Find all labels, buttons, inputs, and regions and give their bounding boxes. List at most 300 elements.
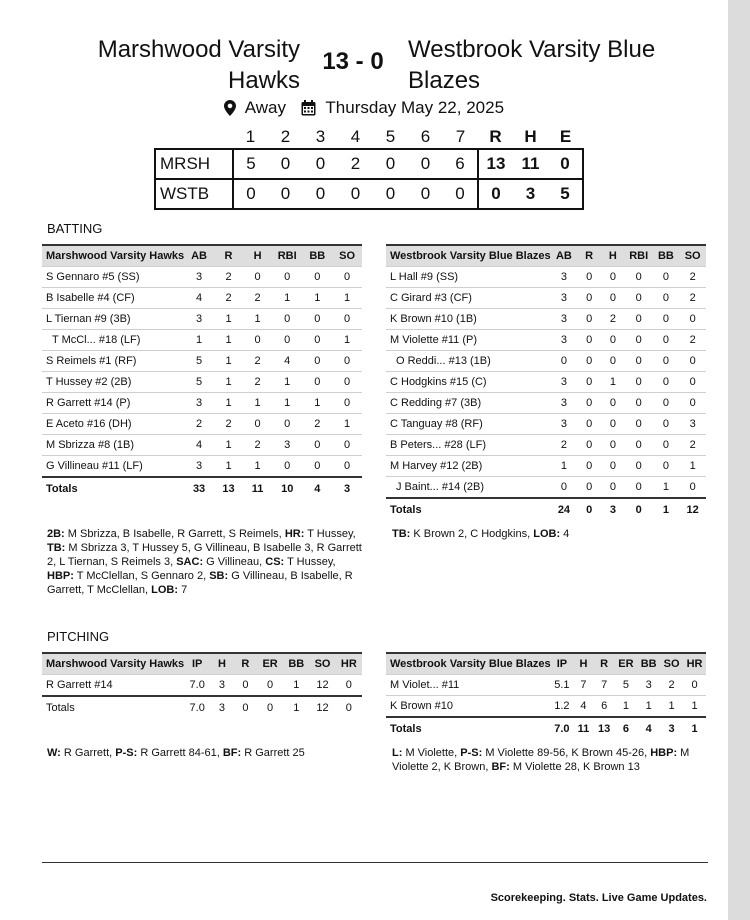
note-text: M Violette 2, K Brown, — [392, 747, 690, 773]
total-stat: 4 — [637, 717, 660, 740]
player-name: C Girard #3 (CF) — [386, 288, 551, 309]
final-score: 13 - 0 — [322, 48, 384, 75]
stat-column-header: BB — [302, 245, 332, 267]
player-name: E Aceto #16 (DH) — [42, 414, 184, 435]
player-stat: 3 — [551, 288, 578, 309]
note-label: CS: — [265, 556, 285, 568]
stat-column-header: AB — [551, 245, 578, 267]
player-stat: 4 — [184, 288, 214, 309]
player-stat: 0 — [302, 372, 332, 393]
date-text: Thursday May 22, 2025 — [325, 97, 505, 117]
player-stat: 0 — [625, 393, 653, 414]
player-stat: 7 — [594, 675, 615, 696]
inning-score: 6 — [443, 149, 478, 179]
note-text: G Villineau, — [203, 556, 266, 568]
player-stat: 1 — [214, 330, 243, 351]
player-stat: 5 — [615, 675, 638, 696]
stat-column-header: R — [214, 245, 243, 267]
player-stat: 1 — [272, 288, 302, 309]
stat-column-header: HR — [336, 653, 362, 675]
player-name: O Reddi... #13 (1B) — [386, 351, 551, 372]
calendar-icon — [301, 98, 316, 118]
note-text: M Violette 89-56, K Brown 45-26, — [482, 747, 651, 759]
map-pin-icon — [224, 98, 236, 118]
home-team-name — [40, 34, 300, 96]
player-stat: 0 — [272, 330, 302, 351]
player-stat: 1 — [302, 393, 332, 414]
player-stat: 0 — [302, 456, 332, 478]
runs-total: 0 — [478, 179, 513, 209]
player-row — [42, 435, 362, 456]
away-team-name-line: Westbrook Varsity Blue — [408, 36, 656, 63]
player-stat: 0 — [302, 351, 332, 372]
player-name: S Reimels #1 (RF) — [42, 351, 184, 372]
player-name: K Brown #10 — [386, 696, 551, 718]
player-stat: 1 — [272, 372, 302, 393]
total-stat: 7.0 — [551, 717, 574, 740]
player-row — [386, 477, 706, 499]
player-row — [386, 372, 706, 393]
player-stat: 0 — [577, 393, 601, 414]
player-row — [42, 309, 362, 330]
player-stat: 2 — [243, 372, 272, 393]
player-stat: 0 — [577, 456, 601, 477]
stat-column-header: R — [577, 245, 601, 267]
player-stat: 0 — [679, 351, 706, 372]
runs-total: 13 — [478, 149, 513, 179]
stat-column-header: SO — [679, 245, 706, 267]
player-stat: 0 — [302, 330, 332, 351]
player-stat: 2 — [243, 435, 272, 456]
total-stat: 0 — [625, 498, 653, 521]
player-stat: 5 — [184, 372, 214, 393]
player-stat: 1 — [637, 696, 660, 718]
player-stat: 2 — [243, 288, 272, 309]
stat-column-header: H — [573, 653, 594, 675]
player-stat: 0 — [653, 330, 680, 351]
note-text: M Sbrizza, B Isabelle, R Garrett, S Reimels, — [64, 528, 285, 540]
stat-column-header: ER — [257, 653, 283, 675]
player-stat: 0 — [302, 267, 332, 288]
player-stat: 1 — [332, 330, 362, 351]
total-stat: 1 — [683, 717, 706, 740]
player-name: S Gennaro #5 (SS) — [42, 267, 184, 288]
player-name: R Garrett #14 — [42, 675, 184, 697]
totals-row — [42, 696, 362, 719]
player-row — [386, 288, 706, 309]
player-stat: 1 — [214, 372, 243, 393]
note-label: HR: — [284, 528, 305, 540]
total-stat: 3 — [210, 696, 233, 719]
player-stat: 0 — [625, 351, 653, 372]
player-stat: 1 — [551, 456, 578, 477]
totals-label: Totals — [42, 696, 184, 719]
player-stat: 0 — [653, 456, 680, 477]
player-stat: 6 — [594, 696, 615, 718]
player-stat: 1 — [332, 414, 362, 435]
player-name: B Peters... #28 (LF) — [386, 435, 551, 456]
player-stat: 0 — [625, 456, 653, 477]
away-batting-table — [386, 244, 706, 521]
player-stat: 1 — [214, 351, 243, 372]
player-stat: 12 — [309, 675, 335, 697]
player-name: R Garrett #14 (P) — [42, 393, 184, 414]
line-score-header: 5 — [385, 127, 396, 146]
player-stat: 1 — [214, 456, 243, 478]
player-stat: 0 — [653, 288, 680, 309]
note-label: TB: — [47, 542, 66, 554]
note-text: R Garrett, — [60, 747, 116, 759]
player-stat: 3 — [184, 393, 214, 414]
player-stat: 1 — [214, 435, 243, 456]
player-stat: 3 — [551, 309, 578, 330]
line-score-header: H — [524, 127, 537, 146]
player-stat: 0 — [551, 351, 578, 372]
player-stat: 2 — [302, 414, 332, 435]
player-name: K Brown #10 (1B) — [386, 309, 551, 330]
player-stat: 0 — [577, 414, 601, 435]
player-stat: 0 — [332, 372, 362, 393]
note-label: BF: — [491, 761, 510, 773]
player-stat: 1 — [243, 393, 272, 414]
player-stat: 0 — [257, 675, 283, 697]
player-name: M Violette #11 (P) — [386, 330, 551, 351]
player-stat: 1 — [214, 309, 243, 330]
player-name: C Redding #7 (3B) — [386, 393, 551, 414]
note-text: 4 — [560, 528, 570, 540]
player-stat: 2 — [243, 351, 272, 372]
inning-score: 0 — [303, 179, 338, 209]
total-stat: 10 — [272, 477, 302, 500]
player-stat: 3 — [679, 414, 706, 435]
stat-column-header: RBI — [272, 245, 302, 267]
player-stat: 3 — [210, 675, 233, 697]
player-stat: 0 — [679, 477, 706, 499]
player-stat: 0 — [625, 309, 653, 330]
player-stat: 0 — [302, 435, 332, 456]
player-stat: 1 — [332, 288, 362, 309]
note-text: G Villineau, B Isabelle, R Garrett, T McClellan, — [47, 570, 353, 596]
away-pitching-notes — [392, 746, 708, 774]
player-stat: 0 — [653, 351, 680, 372]
player-stat: 1 — [683, 696, 706, 718]
note-label: P-S: — [115, 747, 138, 759]
stat-column-header: SO — [660, 653, 683, 675]
player-stat: 0 — [332, 435, 362, 456]
note-text: M Violette, — [402, 747, 461, 759]
player-stat: 0 — [601, 477, 625, 499]
player-stat: 7 — [573, 675, 594, 696]
note-text: T Hussey, — [304, 528, 356, 540]
stat-column-header: RBI — [625, 245, 653, 267]
line-score-header: 4 — [350, 127, 361, 146]
note-label: 2B: — [47, 528, 65, 540]
stat-column-header: H — [210, 653, 233, 675]
player-stat: 1 — [615, 696, 638, 718]
hits-total: 11 — [513, 149, 548, 179]
line-score-row — [155, 149, 583, 179]
player-stat: 1 — [660, 696, 683, 718]
player-stat: 0 — [272, 309, 302, 330]
player-stat: 0 — [272, 267, 302, 288]
player-stat: 0 — [625, 288, 653, 309]
inning-score: 0 — [408, 149, 443, 179]
stat-column-header: R — [594, 653, 615, 675]
line-score-header: R — [489, 127, 502, 146]
player-stat: 1 — [184, 330, 214, 351]
totals-row — [386, 498, 706, 521]
note-label: HBP: — [47, 570, 74, 582]
batting-section-title: BATTING — [47, 221, 103, 236]
player-stat: 2 — [679, 330, 706, 351]
player-stat: 0 — [601, 393, 625, 414]
player-stat: 0 — [336, 675, 362, 697]
player-stat: 3 — [184, 456, 214, 478]
player-stat: 3 — [272, 435, 302, 456]
line-score-table — [154, 126, 584, 210]
player-stat: 1 — [679, 456, 706, 477]
player-stat: 0 — [653, 372, 680, 393]
note-label: P-S: — [460, 747, 483, 759]
stat-column-header: BB — [283, 653, 309, 675]
total-stat: 7.0 — [184, 696, 210, 719]
total-stat: 24 — [551, 498, 578, 521]
player-stat: 5 — [184, 351, 214, 372]
player-name: M Sbrizza #8 (1B) — [42, 435, 184, 456]
total-stat: 1 — [283, 696, 309, 719]
stat-column-header: IP — [184, 653, 210, 675]
totals-label: Totals — [386, 717, 551, 740]
player-stat: 0 — [577, 351, 601, 372]
note-label: L: — [392, 747, 403, 759]
stat-column-header: BB — [653, 245, 680, 267]
away-team-name — [408, 34, 708, 96]
home-pitching-notes — [47, 746, 365, 760]
stat-column-header: ER — [615, 653, 638, 675]
player-stat: 1 — [243, 456, 272, 478]
player-stat: 1 — [272, 393, 302, 414]
away-team-name-line: Blazes — [408, 67, 481, 94]
player-stat: 0 — [625, 330, 653, 351]
player-row — [42, 330, 362, 351]
player-stat: 1 — [283, 675, 309, 697]
note-text: 7 — [178, 584, 188, 596]
total-stat: 12 — [679, 498, 706, 521]
player-stat: 0 — [243, 414, 272, 435]
player-stat: 2 — [679, 267, 706, 288]
player-row — [386, 696, 706, 718]
line-score-header: 2 — [280, 127, 291, 146]
player-stat: 0 — [625, 267, 653, 288]
player-stat: 2 — [184, 414, 214, 435]
note-text: R Garrett 25 — [241, 747, 305, 759]
player-stat: 2 — [214, 288, 243, 309]
player-name: G Villineau #11 (LF) — [42, 456, 184, 478]
player-name: B Isabelle #4 (CF) — [42, 288, 184, 309]
player-stat: 0 — [551, 477, 578, 499]
line-score-header: E — [559, 127, 572, 146]
player-row — [386, 675, 706, 696]
player-stat: 0 — [332, 393, 362, 414]
home-team-name-line: Hawks — [227, 67, 300, 94]
player-stat: 2 — [601, 309, 625, 330]
player-stat: 0 — [601, 414, 625, 435]
player-stat: 2 — [679, 435, 706, 456]
player-stat: 3 — [637, 675, 660, 696]
team-header: Marshwood Varsity Hawks — [42, 653, 184, 675]
footer-tagline: Scorekeeping. Stats. Live Game Updates. — [490, 892, 707, 904]
line-score-header: 3 — [315, 127, 326, 146]
player-stat: 0 — [272, 414, 302, 435]
player-row — [386, 351, 706, 372]
note-text: M Violette 28, K Brown 13 — [509, 761, 640, 773]
player-name: T Hussey #2 (2B) — [42, 372, 184, 393]
player-stat: 0 — [653, 435, 680, 456]
footer-divider — [42, 862, 708, 863]
inning-score: 2 — [338, 149, 373, 179]
player-stat: 0 — [332, 351, 362, 372]
home-batting-notes — [47, 527, 365, 597]
player-stat: 1 — [243, 309, 272, 330]
player-stat: 2 — [214, 414, 243, 435]
hits-total: 3 — [513, 179, 548, 209]
line-score-team: WSTB — [155, 179, 233, 209]
note-text: T Hussey, — [284, 556, 336, 568]
total-stat: 0 — [336, 696, 362, 719]
player-stat: 0 — [577, 372, 601, 393]
player-stat: 5.1 — [551, 675, 574, 696]
player-name: M Violet... #11 — [386, 675, 551, 696]
player-stat: 1.2 — [551, 696, 574, 718]
player-stat: 0 — [577, 435, 601, 456]
away-pitching-table — [386, 652, 706, 740]
player-stat: 3 — [184, 267, 214, 288]
player-stat: 0 — [302, 309, 332, 330]
note-label: BF: — [222, 747, 242, 759]
player-row — [386, 309, 706, 330]
player-stat: 3 — [551, 372, 578, 393]
player-stat: 0 — [625, 435, 653, 456]
player-stat: 0 — [625, 372, 653, 393]
totals-label: Totals — [42, 477, 184, 500]
player-stat: 3 — [551, 393, 578, 414]
note-text: K Brown 2, C Hodgkins, — [410, 528, 534, 540]
total-stat: 1 — [653, 498, 680, 521]
player-row — [386, 456, 706, 477]
player-stat: 0 — [625, 414, 653, 435]
player-row — [42, 414, 362, 435]
total-stat: 0 — [234, 696, 257, 719]
player-stat: 3 — [184, 309, 214, 330]
player-stat: 0 — [332, 309, 362, 330]
total-stat: 0 — [577, 498, 601, 521]
player-stat: 3 — [551, 267, 578, 288]
total-stat: 4 — [302, 477, 332, 500]
inning-score: 0 — [268, 149, 303, 179]
player-stat: 0 — [243, 330, 272, 351]
inning-score: 0 — [233, 179, 268, 209]
player-stat: 0 — [679, 393, 706, 414]
player-stat: 0 — [272, 456, 302, 478]
player-stat: 2 — [551, 435, 578, 456]
player-stat: 3 — [551, 414, 578, 435]
player-name: M Harvey #12 (2B) — [386, 456, 551, 477]
player-stat: 0 — [601, 267, 625, 288]
line-score-header: 6 — [420, 127, 431, 146]
stat-column-header: AB — [184, 245, 214, 267]
player-stat: 1 — [214, 393, 243, 414]
player-stat: 1 — [653, 477, 680, 499]
player-stat: 0 — [653, 414, 680, 435]
note-label: LOB: — [151, 584, 179, 596]
errors-total: 0 — [548, 149, 583, 179]
inning-score: 0 — [268, 179, 303, 209]
totals-label: Totals — [386, 498, 551, 521]
errors-total: 5 — [548, 179, 583, 209]
player-stat: 0 — [577, 267, 601, 288]
total-stat: 33 — [184, 477, 214, 500]
total-stat: 12 — [309, 696, 335, 719]
note-text: R Garrett 84-61, — [137, 747, 223, 759]
page-edge — [728, 0, 750, 920]
player-stat: 7.0 — [184, 675, 210, 697]
stat-column-header: SO — [309, 653, 335, 675]
player-stat: 1 — [302, 288, 332, 309]
player-row — [386, 435, 706, 456]
stat-column-header: SO — [332, 245, 362, 267]
player-name: L Tiernan #9 (3B) — [42, 309, 184, 330]
player-stat: 0 — [601, 330, 625, 351]
note-label: W: — [47, 747, 61, 759]
line-score-row — [155, 179, 583, 209]
total-stat: 3 — [660, 717, 683, 740]
total-stat: 13 — [594, 717, 615, 740]
player-row — [42, 393, 362, 414]
home-batting-table — [42, 244, 362, 500]
total-stat: 3 — [601, 498, 625, 521]
note-text: T McClellan, S Gennaro 2, — [73, 570, 210, 582]
player-stat: 0 — [332, 456, 362, 478]
line-score-header: 1 — [245, 127, 256, 146]
note-label: SAC: — [176, 556, 204, 568]
player-stat: 1 — [601, 372, 625, 393]
stat-column-header: H — [243, 245, 272, 267]
line-score-header: 7 — [455, 127, 466, 146]
player-stat: 0 — [577, 288, 601, 309]
stat-column-header: IP — [551, 653, 574, 675]
player-stat: 0 — [653, 267, 680, 288]
inning-score: 0 — [303, 149, 338, 179]
note-label: SB: — [209, 570, 229, 582]
player-stat: 0 — [683, 675, 706, 696]
player-stat: 0 — [653, 309, 680, 330]
player-stat: 0 — [601, 435, 625, 456]
player-row — [386, 330, 706, 351]
player-name: T McCl... #18 (LF) — [42, 330, 184, 351]
total-stat: 0 — [257, 696, 283, 719]
inning-score: 0 — [373, 179, 408, 209]
location-text: Away — [244, 97, 286, 117]
player-stat: 0 — [332, 267, 362, 288]
player-stat: 0 — [234, 675, 257, 697]
inning-score: 0 — [408, 179, 443, 209]
inning-score: 0 — [443, 179, 478, 209]
total-stat: 6 — [615, 717, 638, 740]
note-label: HBP: — [650, 747, 678, 759]
totals-row — [42, 477, 362, 500]
player-stat: 0 — [601, 456, 625, 477]
player-name: L Hall #9 (SS) — [386, 267, 551, 288]
